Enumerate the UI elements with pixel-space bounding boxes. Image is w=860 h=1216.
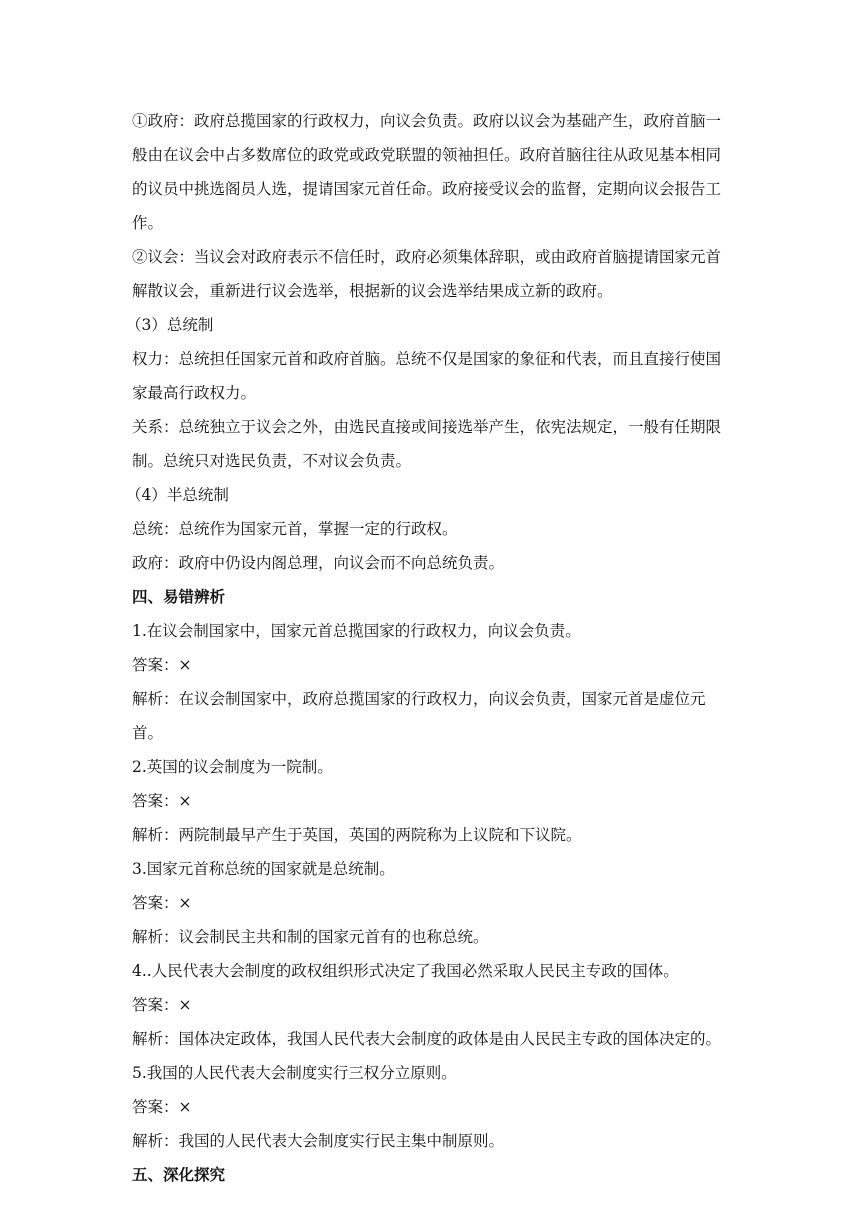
answer-1: 答案：× <box>132 656 192 674</box>
subheading-presidential: （3）总统制 <box>126 316 214 334</box>
explanation-5: 解析：我国的人民代表大会制度实行民主集中制原则。 <box>132 1132 505 1150</box>
question-5: 5.我国的人民代表大会制度实行三权分立原则。 <box>132 1064 457 1082</box>
subheading-semi-presidential: （4）半总统制 <box>126 486 229 504</box>
section-heading-error-analysis: 四、易错辨析 <box>132 588 226 606</box>
answer-2: 答案：× <box>132 792 192 810</box>
question-2: 2.英国的议会制度为一院制。 <box>132 758 333 776</box>
question-1: 1.在议会制国家中，国家元首总揽国家的行政权力，向议会负责。 <box>132 622 581 640</box>
paragraph-presidential-relation: 关系：总统独立于议会之外，由选民直接或间接选举产生，依宪法规定，一般有任期限制。总统只对选民负责，不对议会负责。 <box>132 418 722 470</box>
question-4: 4..人民代表大会制度的政权组织形式决定了我国必然采取人民民主专政的国体。 <box>132 962 679 980</box>
explanation-1: 解析：在议会制国家中，政府总揽国家的行政权力，向议会负责，国家元首是虚位元首。 <box>132 690 706 742</box>
explanation-2: 解析：两院制最早产生于英国，英国的两院称为上议院和下议院。 <box>132 826 582 844</box>
answer-3: 答案：× <box>132 894 192 912</box>
explanation-4: 解析：国体决定政体，我国人民代表大会制度的政体是由人民民主专政的国体决定的。 <box>132 1030 722 1048</box>
answer-4: 答案：× <box>132 996 192 1014</box>
paragraph-presidential-power: 权力：总统担任国家元首和政府首脑。总统不仅是国家的象征和代表，而且直接行使国家最高行政权力。 <box>132 350 722 402</box>
paragraph-semi-president: 总统：总统作为国家元首，掌握一定的行政权。 <box>132 520 458 538</box>
answer-5: 答案：× <box>132 1098 192 1116</box>
question-3: 3.国家元首称总统的国家就是总统制。 <box>132 860 395 878</box>
explanation-3: 解析：议会制民主共和制的国家元首有的也称总统。 <box>132 928 489 946</box>
section-heading-deep-inquiry: 五、深化探究 <box>132 1166 226 1184</box>
paragraph-semi-government: 政府：政府中仍设内阁总理，向议会而不向总统负责。 <box>132 554 505 572</box>
document-body <box>126 104 734 1192</box>
paragraph-government: ①政府：政府总揽国家的行政权力，向议会负责。政府以议会为基础产生，政府首脑一般由在议会中占多数席位的政党或政党联盟的领袖担任。政府首脑往往从政见基本相同的议员中挑选阁员人选，提请国家元首任命。政府接受议会的监督，定期向议会报告工作。 <box>132 112 722 232</box>
paragraph-parliament: ②议会：当议会对政府表示不信任时，政府必须集体辞职，或由政府首脑提请国家元首解散议会，重新进行议会选举，根据新的议会选举结果成立新的政府。 <box>132 248 722 300</box>
